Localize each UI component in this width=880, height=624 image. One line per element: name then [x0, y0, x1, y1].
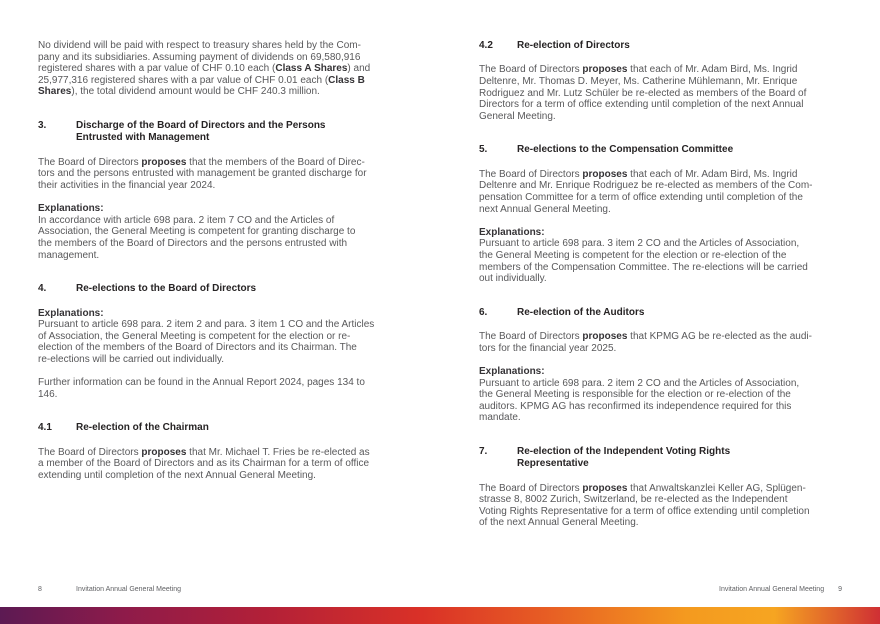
section-heading-4 [38, 283, 432, 295]
section-number-4: 4. [38, 283, 47, 295]
explanations-block-3 [479, 227, 873, 285]
explanations-text-1: In accordance with article 698 para. 2 item 7 CO and the Articles of Association, the General Meeting is competent for granting discharge to the members of the Board of Directors and the persons entrusted with management. [38, 214, 356, 261]
section-title-6: Re-election of the Auditors [517, 306, 645, 318]
section-heading-6 [479, 307, 873, 319]
explanations-block-2 [38, 308, 432, 366]
section-heading-7 [479, 446, 873, 471]
explanations-label-1: Explanations: [38, 203, 104, 215]
footer-label-right: Invitation Annual General Meeting [719, 586, 825, 593]
section-title-5: Re-elections to the Compensation Committee [517, 144, 734, 156]
section-title-4-1: Re-election of the Chairman [76, 422, 209, 434]
section-title-7: Re-election of the Independent Voting Rights Representative [517, 445, 731, 470]
paragraph-further-info: Further information can be found in the Annual Report 2024, pages 134 to 146. [38, 377, 365, 400]
footer-gradient-bar [0, 607, 880, 624]
paragraph-compensation: The Board of Directors proposes that each of Mr. Adam Bird, Ms. Ingrid Deltenre and Mr. Enrique Rodriguez be re-elected as members of the Com- pensation Committee for a term of office extending until completion of the next Annual General Meeting. [479, 168, 813, 215]
right-page-column [479, 40, 873, 541]
section-number-4-2: 4.2 [479, 40, 493, 51]
explanations-label-2: Explanations: [38, 307, 104, 319]
explanations-text-3: Pursuant to article 698 para. 3 item 2 CO and the Articles of Association, the General Meeting is competent for the election or re-election of the members of the Compensation Committee. The re-elections will be carried out individually. [479, 238, 808, 285]
section-title-3: Discharge of the Board of Directors and the Persons Entrusted with Management [76, 119, 326, 144]
footer-label-left: Invitation Annual General Meeting [76, 586, 182, 593]
footer-left [38, 585, 181, 595]
explanations-text-2: Pursuant to article 698 para. 2 item 2 and para. 3 item 1 CO and the Articles of Association, the General Meeting is competent for the election or re- election of the members of the Board of Directors and its Chairman. The re-elections will be carried out individually. [38, 319, 375, 365]
section-title-4-2: Re-election of Directors [517, 40, 630, 51]
explanations-block-4 [479, 366, 873, 424]
paragraph-voting-rights-rep: The Board of Directors proposes that Anwaltskanzlei Keller AG, Splügen- strasse 8, 8002 Zurich, Switzerland, be re-elected as the Independent Voting Rights Representative for a term of office extending until completion of the next Annual General Meeting. [479, 482, 810, 529]
section-number-6: 6. [479, 306, 488, 318]
section-heading-4-1 [38, 422, 432, 434]
page-number-left: 8 [38, 586, 42, 593]
explanations-block-1 [38, 203, 432, 261]
paragraph-dividend: No dividend will be paid with respect to treasury shares held by the Com- pany and its subsidiaries. Assuming payment of dividends on 69,580,916 registered shares with a par value of CHF 0.10 each (Class A Shares) and 25,977,316 registered shares with a par value of CHF 0.01 each (Class B Shares), the total dividend amount would be CHF 240.3 million. [38, 40, 371, 98]
page-number-right: 9 [838, 586, 842, 593]
paragraph-directors: The Board of Directors proposes that each of Mr. Adam Bird, Ms. Ingrid Deltenre, Mr. Thomas D. Meyer, Ms. Catherine Mühlemann, Mr. Enrique Rodriguez and Mr. Lutz Schüler be re-elected as members of the Board of Directors for a term of office extending until completion of the next Annual General Meeting. [479, 64, 807, 122]
explanations-label-4: Explanations: [479, 365, 545, 377]
footer-right [719, 585, 842, 595]
section-heading-3 [38, 120, 432, 145]
section-heading-4-2 [479, 40, 873, 52]
section-title-4: Re-elections to the Board of Directors [76, 283, 257, 295]
section-heading-5 [479, 144, 873, 156]
paragraph-auditors: The Board of Directors proposes that KPMG AG be re-elected as the audi- tors for the financial year 2025. [479, 331, 812, 354]
section-number-4-1: 4.1 [38, 422, 52, 434]
section-number-7: 7. [479, 445, 488, 457]
explanations-text-4: Pursuant to article 698 para. 2 item 2 CO and the Articles of Association, the General Meeting is responsible for the election or re-election of the auditors. KPMG AG has reconfirmed its independence required for this mandate. [479, 377, 800, 424]
paragraph-chairman: The Board of Directors proposes that Mr. Michael T. Fries be re-elected as a member of the Board of Directors and as its Chairman for a term of office extending until completion of the next Annual General Meeting. [38, 446, 370, 481]
section-number-3: 3. [38, 119, 47, 131]
section-number-5: 5. [479, 144, 488, 156]
left-page-column [38, 40, 432, 493]
explanations-label-3: Explanations: [479, 226, 545, 238]
paragraph-discharge: The Board of Directors proposes that the members of the Board of Direc- tors and the persons entrusted with management be granted discharge for their activities in the financial year 2024. [38, 156, 367, 191]
